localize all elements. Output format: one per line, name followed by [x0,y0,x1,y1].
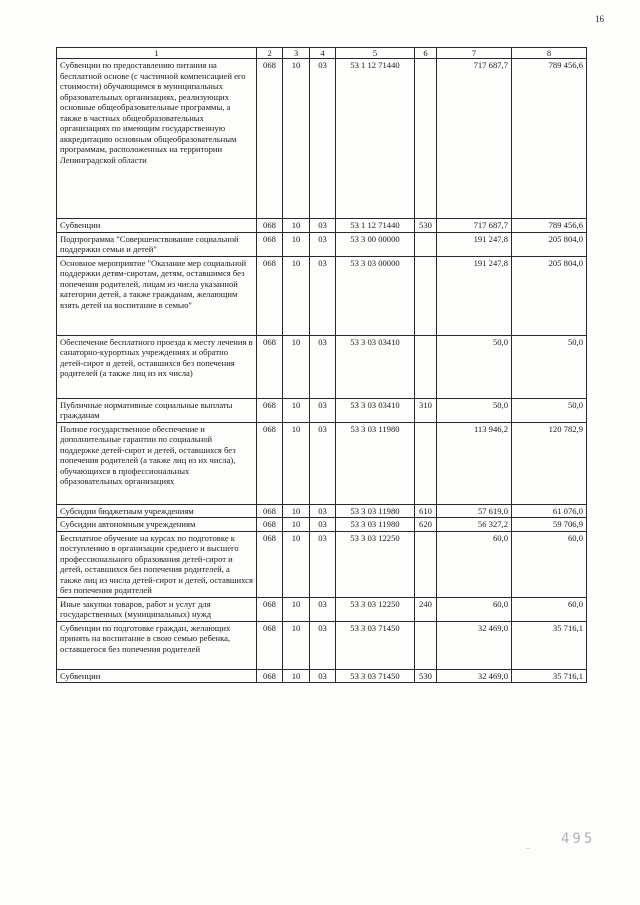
row-article-cell: 53 3 03 11980 [336,422,415,504]
row-section-cell: 10 [283,422,310,504]
row-section-cell: 10 [283,504,310,517]
row-expense-type-cell: 310 [415,398,437,422]
row-subsection-cell: 03 [310,59,336,219]
row-value-col8-cell: 205 804,0 [512,256,587,335]
row-value-col7-cell: 60,0 [437,597,512,621]
row-expense-type-cell [415,531,437,597]
row-code-cell: 068 [257,621,283,669]
row-name-cell: Субсидии автономным учреждениям [57,518,257,531]
row-expense-type-cell: 610 [415,504,437,517]
row-value-col8-cell: 61 076,0 [512,504,587,517]
row-code-cell: 068 [257,518,283,531]
row-value-col8-cell: 50,0 [512,335,587,398]
row-article-cell: 53 3 03 12250 [336,531,415,597]
row-name-cell: Иные закупки товаров, работ и услуг для государственных (муниципальных) нужд [57,597,257,621]
row-value-col8-cell: 60,0 [512,597,587,621]
row-code-cell: 068 [257,398,283,422]
row-code-cell: 068 [257,59,283,219]
row-value-col7-cell: 56 327,2 [437,518,512,531]
row-subsection-cell: 03 [310,256,336,335]
header-cell: 3 [283,48,310,59]
row-code-cell: 068 [257,504,283,517]
row-name-cell: Субвенции [57,669,257,682]
row-expense-type-cell [415,232,437,256]
row-value-col8-cell: 60,0 [512,531,587,597]
row-value-col7-cell: 191 247,8 [437,232,512,256]
table-row [57,59,587,219]
row-value-col7-cell: 717 687,7 [437,219,512,232]
row-name-cell: Субсидии бюджетным учреждениям [57,504,257,517]
header-cell: 7 [437,48,512,59]
row-code-cell: 068 [257,335,283,398]
table-row [57,232,587,256]
table-row [57,335,587,398]
row-value-col7-cell: 57 619,0 [437,504,512,517]
row-article-cell: 53 3 03 03410 [336,398,415,422]
row-code-cell: 068 [257,669,283,682]
table-row [57,219,587,232]
row-expense-type-cell: 530 [415,669,437,682]
row-name-cell: Основное мероприятие "Оказание мер социальной поддержки детям-сиротам, детям, оставшимся без попечения родителей, лицам из числа указанной категории детей, а также гражданам, желающим взять детей на воспитание в семью" [57,256,257,335]
row-expense-type-cell [415,256,437,335]
row-section-cell: 10 [283,398,310,422]
row-article-cell: 53 3 03 03410 [336,335,415,398]
row-article-cell: 53 3 03 12250 [336,597,415,621]
row-article-cell: 53 3 03 71450 [336,621,415,669]
table-row [57,422,587,504]
row-subsection-cell: 03 [310,504,336,517]
header-cell: 2 [257,48,283,59]
row-article-cell: 53 3 00 00000 [336,232,415,256]
table-row [57,531,587,597]
row-value-col7-cell: 60,0 [437,531,512,597]
row-value-col7-cell: 113 946,2 [437,422,512,504]
header-cell: 1 [57,48,257,59]
table-row [57,621,587,669]
row-value-col8-cell: 789 456,6 [512,219,587,232]
row-value-col8-cell: 35 716,1 [512,621,587,669]
row-section-cell: 10 [283,232,310,256]
row-article-cell: 53 3 03 00000 [336,256,415,335]
row-section-cell: 10 [283,621,310,669]
row-value-col8-cell: 205 804,0 [512,232,587,256]
row-expense-type-cell [415,59,437,219]
row-name-cell: Подпрограмма "Совершенствование социальной поддержки семьи и детей" [57,232,257,256]
row-value-col7-cell: 191 247,8 [437,256,512,335]
row-section-cell: 10 [283,256,310,335]
row-subsection-cell: 03 [310,531,336,597]
row-expense-type-cell: 240 [415,597,437,621]
row-expense-type-cell: 620 [415,518,437,531]
row-subsection-cell: 03 [310,621,336,669]
row-code-cell: 068 [257,531,283,597]
row-code-cell: 068 [257,422,283,504]
table-row [57,518,587,531]
row-expense-type-cell [415,422,437,504]
table-row [57,256,587,335]
table-row [57,398,587,422]
row-name-cell: Субвенции по подготовке граждан, желающих принять на воспитание в свою семью ребенка, оставшегося без попечения родителей [57,621,257,669]
table-row [57,669,587,682]
header-cell: 5 [336,48,415,59]
scan-mark: – [526,843,530,852]
archive-stamp: 495 [561,831,596,847]
row-code-cell: 068 [257,219,283,232]
table-header-row [57,48,587,59]
budget-table [56,47,587,683]
row-section-cell: 10 [283,669,310,682]
row-section-cell: 10 [283,518,310,531]
row-section-cell: 10 [283,335,310,398]
row-value-col8-cell: 35 716,1 [512,669,587,682]
row-section-cell: 10 [283,531,310,597]
row-article-cell: 53 3 03 11980 [336,518,415,531]
row-name-cell: Полное государственное обеспечение и дополнительные гарантии по социальной поддержке детей-сирот и детей, оставшихся без попечения родителей (а также лиц из их числа), обучающихся в профессиональных образовательных организациях [57,422,257,504]
row-name-cell: Субвенции [57,219,257,232]
row-article-cell: 53 1 12 71440 [336,219,415,232]
table-body [57,48,587,683]
row-expense-type-cell [415,621,437,669]
row-subsection-cell: 03 [310,669,336,682]
row-value-col7-cell: 50,0 [437,398,512,422]
row-value-col7-cell: 32 469,0 [437,621,512,669]
row-section-cell: 10 [283,597,310,621]
table-row [57,504,587,517]
row-article-cell: 53 3 03 11980 [336,504,415,517]
row-name-cell: Субвенции по предоставлению питания на бесплатной основе (с частичной компенсацией его стоимости) обучающимся в муниципальных образовательных организациях, реализующих основные общеобразовательные программы, а также в частных общеобразовательных организациях по имеющим государственную аккредитацию основным общеобразовательным программам, расположенных на территории Ленинградской области [57,59,257,219]
row-subsection-cell: 03 [310,398,336,422]
row-subsection-cell: 03 [310,597,336,621]
row-value-col7-cell: 50,0 [437,335,512,398]
row-expense-type-cell: 530 [415,219,437,232]
row-value-col8-cell: 789 456,6 [512,59,587,219]
row-value-col8-cell: 120 782,9 [512,422,587,504]
row-value-col8-cell: 59 706,9 [512,518,587,531]
row-section-cell: 10 [283,219,310,232]
row-name-cell: Бесплатное обучение на курсах по подготовке к поступлению в организации среднего и высшего профессионального образования детей-сирот и детей, оставшихся без попечения родителей, а также лиц из числа детей-сирот и детей, оставшихся без попечения родителей [57,531,257,597]
header-cell: 8 [512,48,587,59]
row-expense-type-cell [415,335,437,398]
row-article-cell: 53 1 12 71440 [336,59,415,219]
page-number: 16 [595,14,604,24]
row-code-cell: 068 [257,232,283,256]
row-value-col7-cell: 32 469,0 [437,669,512,682]
header-cell: 4 [310,48,336,59]
row-subsection-cell: 03 [310,422,336,504]
row-code-cell: 068 [257,597,283,621]
row-subsection-cell: 03 [310,232,336,256]
row-code-cell: 068 [257,256,283,335]
row-subsection-cell: 03 [310,518,336,531]
row-article-cell: 53 3 03 71450 [336,669,415,682]
row-section-cell: 10 [283,59,310,219]
row-subsection-cell: 03 [310,219,336,232]
row-name-cell: Обеспечение бесплатного проезда к месту лечения в санаторно-курортных учреждениях и обратно детей-сирот и детей, оставшихся без попечения родителей (а также лиц из их числа) [57,335,257,398]
row-value-col7-cell: 717 687,7 [437,59,512,219]
table-row [57,597,587,621]
header-cell: 6 [415,48,437,59]
row-value-col8-cell: 50,0 [512,398,587,422]
row-subsection-cell: 03 [310,335,336,398]
row-name-cell: Публичные нормативные социальные выплаты гражданам [57,398,257,422]
